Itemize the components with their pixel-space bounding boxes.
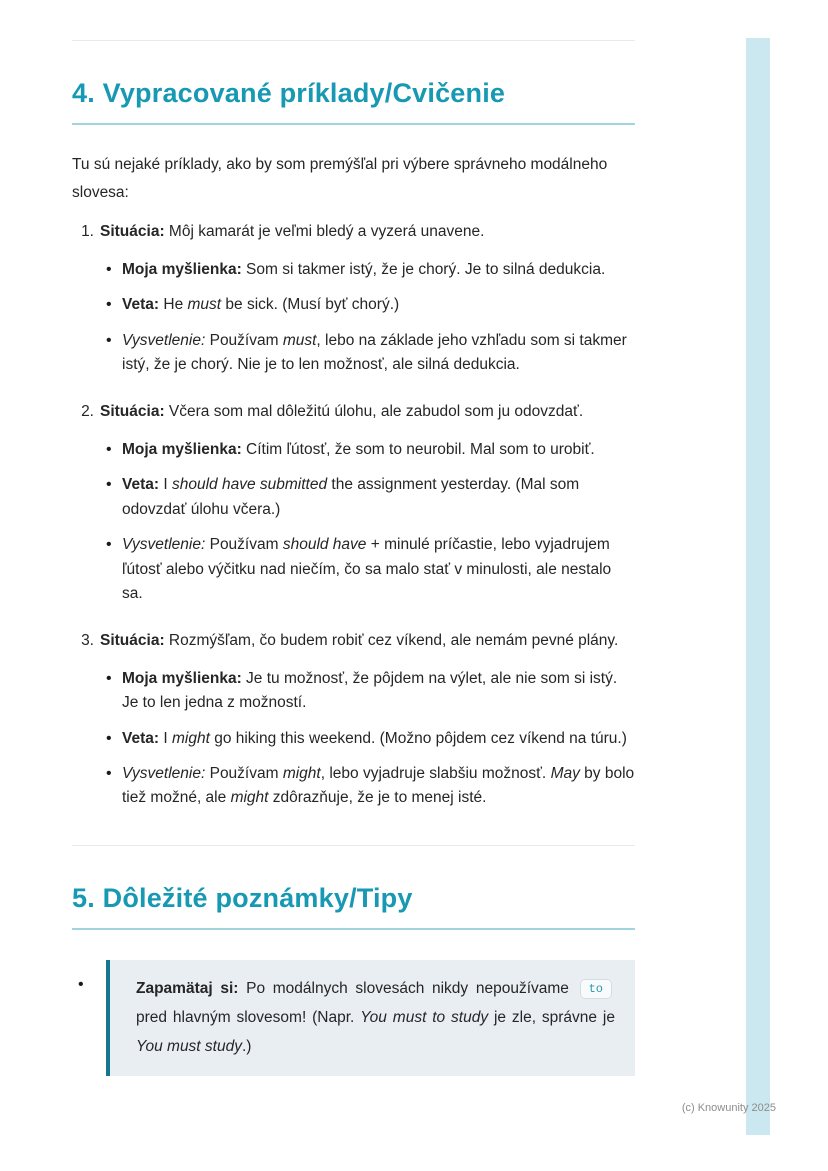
text-segment: might	[282, 764, 321, 782]
section-4-title: 4. Vypracované príklady/Cvičenie	[72, 77, 635, 125]
text-segment: .)	[241, 1037, 252, 1055]
list-number: 2.	[81, 402, 94, 420]
situation-line	[72, 629, 635, 653]
text-segment: Veta:	[122, 729, 160, 747]
text-segment: You must study	[136, 1037, 242, 1055]
sub-bullet-list	[72, 438, 635, 607]
text-segment: Vysvetlenie:	[122, 331, 206, 349]
text-segment: Moja myšlienka:	[122, 440, 242, 458]
text-segment: Po modálnych slovesách nikdy nepoužívame	[238, 980, 577, 998]
text-segment: should have submitted	[171, 476, 328, 494]
callout-text	[136, 975, 615, 1061]
text-segment: Používam	[205, 331, 283, 349]
text-segment: must	[282, 331, 317, 349]
list-number: 1.	[81, 222, 94, 240]
text-segment: , lebo vyjadruje slabšiu možnosť.	[320, 764, 551, 782]
text-segment: Zapamätaj si:	[136, 980, 239, 998]
text-segment: should have	[282, 536, 367, 554]
text-segment: the assignment yesterday. (Mal som odovzdať úlohu včera.)	[122, 476, 580, 518]
text-segment: go hiking this weekend. (Možno pôjdem cez víkend na túru.)	[209, 729, 627, 747]
text-segment: Som si takmer istý, že je chorý. Je to silná dedukcia.	[241, 260, 606, 278]
list-item	[72, 667, 635, 716]
section-5-title: 5. Dôležité poznámky/Tipy	[72, 882, 635, 930]
inline-code-badge: to	[580, 979, 612, 999]
situation-text	[100, 629, 618, 653]
text-segment: pred hlavným slovesom! (Napr.	[136, 1009, 361, 1027]
examples-list	[72, 220, 635, 811]
list-item	[72, 762, 635, 811]
text-segment: Používam	[205, 536, 283, 554]
text-segment: by bolo tiež možné, ale	[122, 764, 635, 807]
text-segment: Veta:	[122, 476, 160, 494]
text-segment: + minulé príčastie, lebo vyjadrujem ľútosť alebo výčitku nad niečím, čo sa malo stať v minulosti, ale nestalo sa.	[122, 536, 612, 603]
text-segment: Moja myšlienka:	[122, 260, 242, 278]
situation-text	[100, 400, 583, 424]
text-segment: You must to study	[360, 1009, 489, 1027]
text-segment: zdôrazňuje, že je to menej isté.	[268, 789, 487, 807]
text-segment: be sick. (Musí byť chorý.)	[221, 296, 400, 314]
list-item	[72, 438, 635, 462]
callout-list-item	[72, 960, 635, 1076]
list-item	[72, 258, 635, 282]
text-segment: Situácia:	[100, 222, 165, 240]
callout-box	[106, 960, 635, 1076]
intro-paragraph: Tu sú nejaké príklady, ako by som premýšľal pri výbere správneho modálneho slovesa:	[72, 156, 608, 201]
list-item	[72, 220, 635, 378]
list-item	[72, 727, 635, 751]
text-segment: Veta:	[122, 296, 160, 314]
text-segment: must	[187, 296, 222, 314]
text-segment: Môj kamarát je veľmi bledý a vyzerá unavene.	[164, 222, 485, 240]
text-segment: Používam	[205, 764, 283, 782]
top-divider	[72, 40, 635, 41]
text-segment: je zle, správne je	[488, 1009, 615, 1027]
situation-line	[72, 400, 635, 424]
section-divider	[72, 845, 635, 846]
text-segment: Je tu možnosť, že pôjdem na výlet, ale nie som si istý. Je to len jedna z možností.	[122, 669, 618, 712]
text-segment: I	[159, 476, 172, 494]
list-item	[72, 533, 635, 606]
text-segment: Cítim ľútosť, že som to neurobil. Mal som to urobiť.	[241, 440, 595, 458]
copyright-footer: (c) Knowunity 2025	[681, 1102, 776, 1114]
list-item	[72, 400, 635, 607]
list-item	[72, 473, 635, 522]
text-segment: might	[171, 729, 210, 747]
sub-bullet-list	[72, 258, 635, 378]
situation-text	[100, 220, 484, 244]
text-segment: Rozmýšľam, čo budem robiť cez víkend, ale nemám pevné plány.	[164, 631, 619, 649]
list-number: 3.	[81, 631, 94, 649]
situation-line	[72, 220, 635, 244]
text-segment: Vysvetlenie:	[122, 536, 206, 554]
text-segment: I	[159, 729, 172, 747]
list-item	[72, 329, 635, 378]
text-segment: Moja myšlienka:	[122, 669, 242, 687]
sub-bullet-list	[72, 667, 635, 811]
text-segment: , lebo na základe jeho vzhľadu som si takmer istý, že je chorý. Nie je to len možnosť, ale silná dedukcia.	[122, 331, 627, 374]
text-segment: May	[550, 764, 580, 782]
text-segment: might	[230, 789, 269, 807]
page-edge-decoration	[746, 38, 770, 1135]
text-segment: Situácia:	[100, 631, 165, 649]
list-item	[72, 629, 635, 811]
text-segment: He	[159, 296, 188, 314]
list-item	[72, 293, 635, 317]
text-segment: Včera som mal dôležitú úlohu, ale zabudol som ju odovzdať.	[164, 402, 584, 420]
text-segment: Vysvetlenie:	[122, 764, 206, 782]
content-area	[72, 40, 635, 1076]
text-segment: Situácia:	[100, 402, 165, 420]
